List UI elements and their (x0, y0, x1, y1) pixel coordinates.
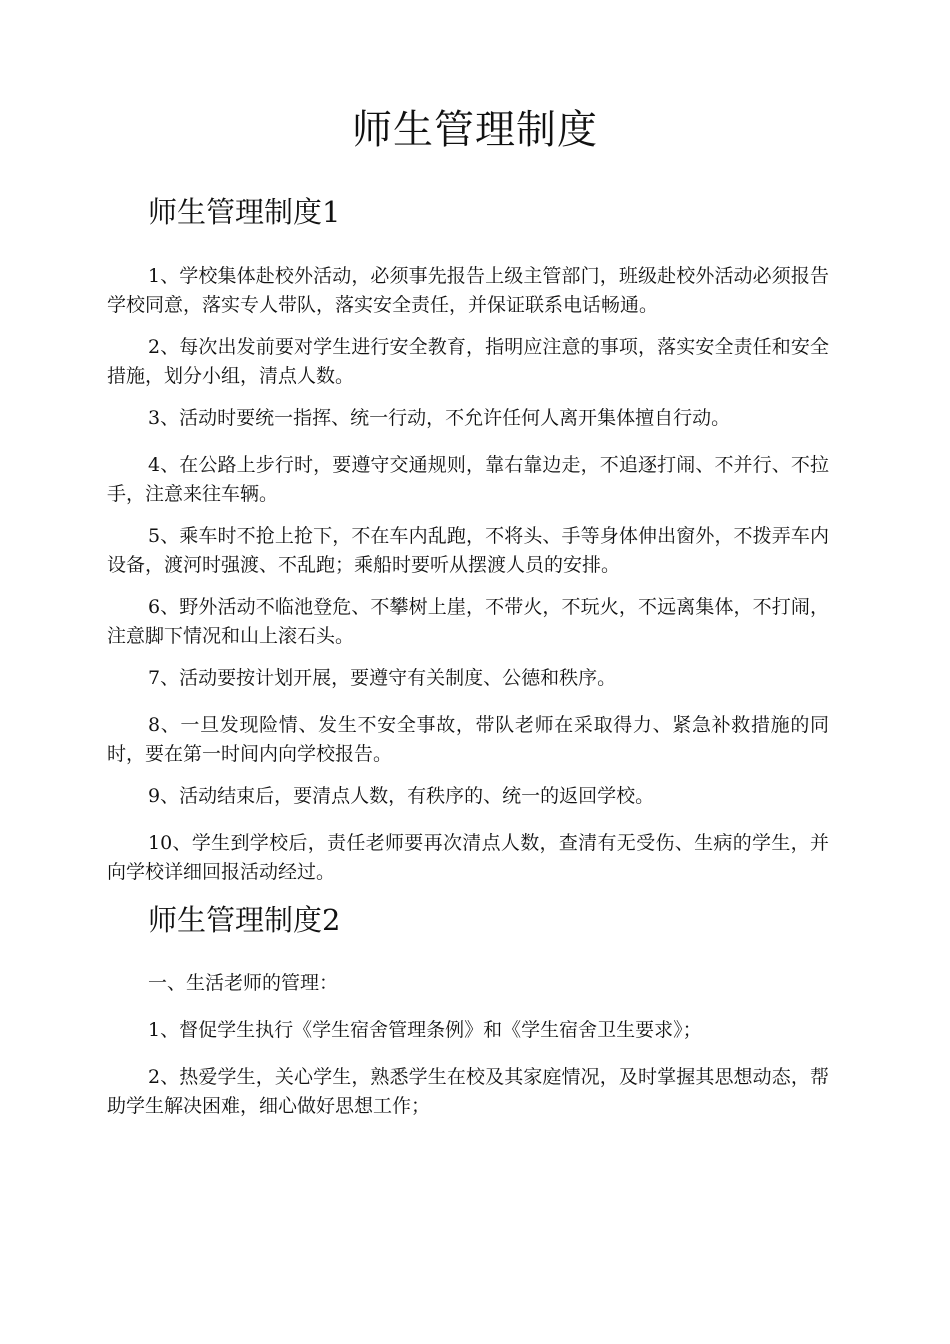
paragraph: 8、一旦发现险情、发生不安全事故，带队老师在采取得力、紧急补救措施的同时，要在第一时间内向学校报告。 (107, 714, 829, 765)
paragraph: 2、热爱学生，关心学生，熟悉学生在校及其家庭情况，及时掌握其思想动态，帮助学生解决困难，细心做好思想工作； (107, 1066, 829, 1117)
paragraph: 1、学校集体赴校外活动，必须事先报告上级主管部门，班级赴校外活动必须报告学校同意，落实专人带队，落实安全责任，并保证联系电话畅通。 (107, 265, 829, 316)
document-title: 师生管理制度 (352, 107, 598, 153)
paragraph: 4、在公路上步行时，要遵守交通规则，靠右靠边走，不追逐打闹、不并行、不拉手，注意来往车辆。 (107, 454, 829, 505)
section-heading-2: 师生管理制度2 (148, 903, 341, 937)
paragraph: 2、每次出发前要对学生进行安全教育，指明应注意的事项，落实安全责任和安全措施，划分小组，清点人数。 (107, 336, 829, 387)
paragraph: 7、活动要按计划开展，要遵守有关制度、公德和秩序。 (148, 667, 617, 689)
paragraph: 6、野外活动不临池登危、不攀树上崖，不带火，不玩火，不远离集体，不打闹，注意脚下情况和山上滚石头。 (107, 596, 829, 647)
paragraph: 一、生活老师的管理： (148, 972, 339, 994)
paragraph: 3、活动时要统一指挥、统一行动，不允许任何人离开集体擅自行动。 (148, 407, 731, 429)
paragraph: 1、督促学生执行《学生宿舍管理条例》和《学生宿舍卫生要求》； (148, 1019, 702, 1041)
section-heading-1: 师生管理制度1 (148, 195, 341, 229)
paragraph: 9、活动结束后，要清点人数，有秩序的、统一的返回学校。 (148, 785, 655, 807)
paragraph: 10、学生到学校后，责任老师要再次清点人数，查清有无受伤、生病的学生，并向学校详细回报活动经过。 (107, 832, 829, 883)
paragraph: 5、乘车时不抢上抢下，不在车内乱跑，不将头、手等身体伸出窗外，不拨弄车内设备，渡河时强渡、不乱跑；乘船时要听从摆渡人员的安排。 (107, 525, 829, 576)
